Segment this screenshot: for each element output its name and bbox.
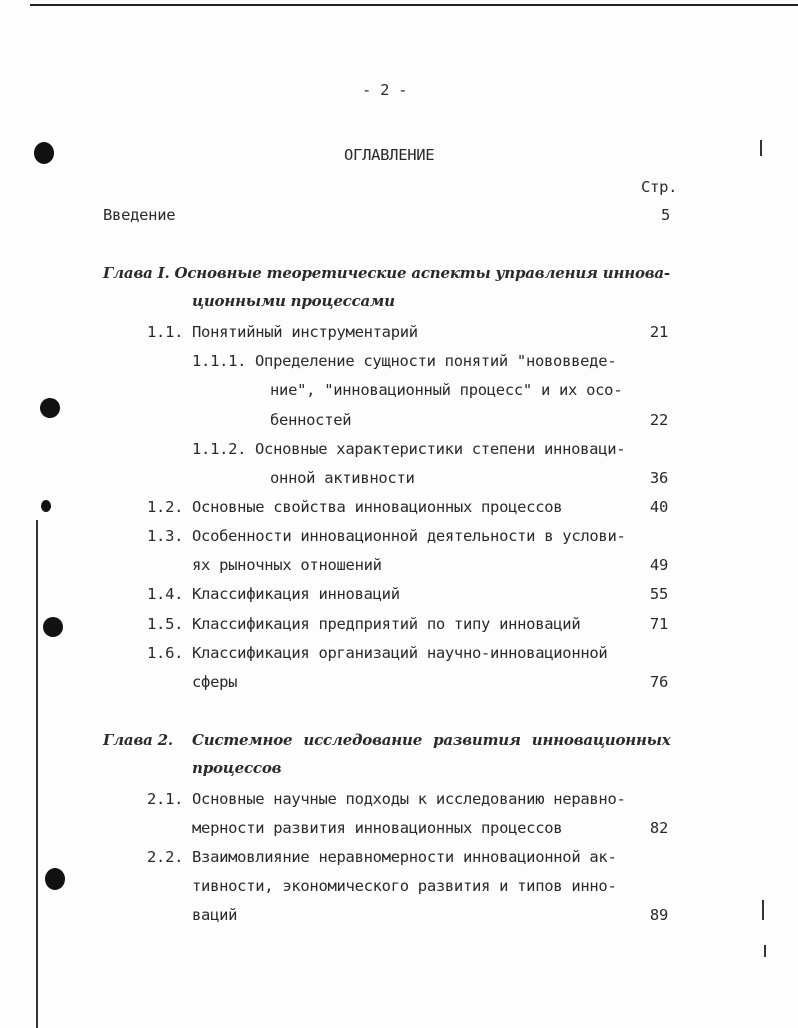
s1-4-text: Классификация инноваций — [192, 585, 400, 603]
s1-1-1-line2: ние", "инновационный процесс" и их осо- — [270, 381, 623, 399]
chapter2-heading-line2: процессов — [192, 759, 282, 777]
binder-hole-5 — [45, 868, 65, 890]
s1-1-num: 1.1. — [147, 323, 184, 341]
s1-6-line1: Классификация организаций научно-инновационной — [192, 644, 608, 662]
s1-5-text: Классификация предприятий по типу инноваций — [192, 615, 581, 633]
s2-1-page: 82 — [649, 819, 668, 837]
s2-2-page: 89 — [649, 906, 668, 924]
s1-1-text: Понятийный инструментарий — [192, 323, 418, 341]
scan-mark-2 — [764, 945, 766, 957]
toc-title: ОГЛАВЛЕНИЕ — [344, 146, 435, 164]
s1-1-1-num: 1.1.1. — [192, 352, 247, 370]
chapter1-heading-line2: ционными процессами — [192, 292, 395, 310]
s2-2-line1: Взаимовлияние неравномерности инновационной ак- — [192, 848, 617, 866]
s1-6-num: 1.6. — [147, 644, 184, 662]
chapter1-heading-line1: Глава I. Основные теоретические аспекты управления иннова- — [103, 264, 670, 282]
binder-hole-1 — [34, 142, 54, 164]
scan-mark-3 — [760, 140, 762, 156]
binder-hole-2 — [40, 398, 60, 418]
s2-2-line2: тивности, экономического развития и типов инно- — [192, 877, 617, 895]
s1-6-page: 76 — [649, 673, 668, 691]
binder-hole-3 — [41, 500, 51, 512]
margin-line — [36, 520, 38, 1028]
s2-1-line1: Основные научные подходы к исследованию неравно- — [192, 790, 626, 808]
s1-1-2-line2: онной активности — [270, 469, 415, 487]
s1-5-page: 71 — [649, 615, 668, 633]
page-number: - 2 - — [362, 81, 408, 99]
s1-4-page: 55 — [649, 585, 668, 603]
s2-1-num: 2.1. — [147, 790, 184, 808]
s1-2-text: Основные свойства инновационных процессов — [192, 498, 563, 516]
s1-1-2-page: 36 — [649, 469, 668, 487]
s1-1-1-page: 22 — [649, 411, 668, 429]
s1-3-num: 1.3. — [147, 527, 184, 545]
s2-2-num: 2.2. — [147, 848, 184, 866]
s1-1-2-line1: Основные характеристики степени инноваци- — [255, 440, 626, 458]
top-border-line — [30, 4, 798, 6]
s1-2-page: 40 — [649, 498, 668, 516]
s2-2-line3: ваций — [192, 906, 238, 924]
s1-1-2-num: 1.1.2. — [192, 440, 247, 458]
s2-1-line2: мерности развития инновационных процессов — [192, 819, 563, 837]
s1-1-page: 21 — [649, 323, 668, 341]
s1-3-line2: ях рыночных отношений — [192, 556, 382, 574]
s1-6-line2: сферы — [192, 673, 238, 691]
s1-4-num: 1.4. — [147, 585, 184, 603]
chapter2-heading-line1: Системное исследование развития инновационных — [192, 731, 671, 749]
s1-1-1-line1: Определение сущности понятий "нововведе- — [255, 352, 617, 370]
intro-label: Введение — [103, 206, 176, 224]
s1-3-page: 49 — [649, 556, 668, 574]
s1-1-1-line3: бенностей — [270, 411, 352, 429]
s1-5-num: 1.5. — [147, 615, 184, 633]
s1-3-line1: Особенности инновационной деятельности в услови- — [192, 527, 626, 545]
scan-mark-1 — [762, 900, 764, 920]
page-column-header: Стр. — [641, 178, 678, 196]
chapter2-label: Глава 2. — [103, 731, 173, 749]
intro-page: 5 — [660, 206, 670, 224]
s1-2-num: 1.2. — [147, 498, 184, 516]
binder-hole-4 — [43, 617, 63, 637]
